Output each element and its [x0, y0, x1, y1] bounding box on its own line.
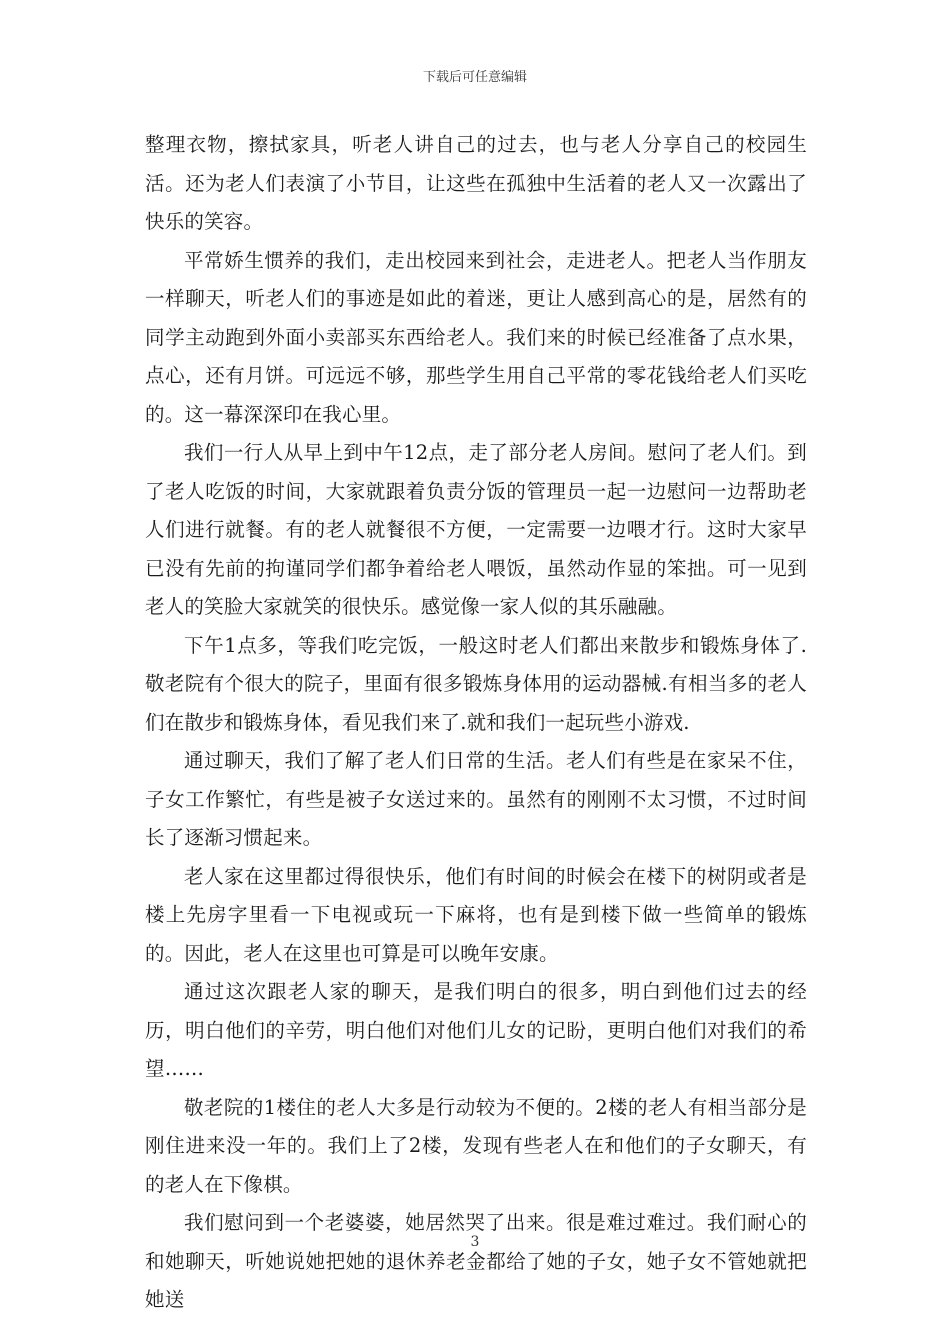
paragraph: 通过这次跟老人家的聊天，是我们明白的很多，明白到他们过去的经历，明白他们的辛劳，明白他们对他们儿女的记盼，更明白他们对我们的希望…… [145, 980, 807, 1080]
paragraph: 平常娇生惯养的我们，走出校园来到社会，走进老人。把老人当作朋友一样聊天，听老人们的事迹是如此的着迷，更让人感到高心的是，居然有的同学主动跑到外面小卖部买东西给老人。我们来的时候已经准备了点水果，点心，还有月饼。可远远不够，那些学生用自己平常的零花钱给老人们买吃的。这一幕深深印在我心里。 [145, 248, 807, 426]
paragraph: 通过聊天，我们了解了老人们日常的生活。老人们有些是在家呆不住，子女工作繁忙，有些是被子女送过来的。虽然有的刚刚不太习惯，不过时间长了逐渐习惯起来。 [145, 749, 807, 849]
paragraph: 下午1点多，等我们吃完饭，一般这时老人们都出来散步和锻炼身体了.敬老院有个很大的院子，里面有很多锻炼身体用的运动器械.有相当多的老人们在散步和锻炼身体，看见我们来了.就和我们一起玩些小游戏. [145, 633, 807, 734]
paragraph: 整理衣物，擦拭家具，听老人讲自己的过去，也与老人分享自己的校园生活。还为老人们表演了小节目，让这些在孤独中生活着的老人又一次露出了快乐的笑容。 [145, 133, 807, 233]
page-number: 3 [470, 1234, 480, 1250]
paragraph: 敬老院的1楼住的老人大多是行动较为不便的。2楼的老人有相当部分是刚住进来没一年的。我们上了2楼，发现有些老人在和他们的子女聊天，有的老人在下像棋。 [145, 1095, 807, 1196]
document-body [145, 126, 807, 1320]
page-header: 下载后可任意编辑 [422, 70, 527, 85]
paragraph: 我们一行人从早上到中午12点，走了部分老人房间。慰问了老人们。到了老人吃饭的时间，大家就跟着负责分饭的管理员一起一边慰问一边帮助老人们进行就餐。有的老人就餐很不方便，一定需要一边喂才行。这时大家早已没有先前的拘谨同学们都争着给老人喂饭，虽然动作显的笨拙。可一见到老人的笑脸大家就笑的很快乐。感觉像一家人似的其乐融融。 [145, 441, 807, 618]
paragraph: 我们慰问到一个老婆婆，她居然哭了出来。很是难过难过。我们耐心的和她聊天，听她说她把她的退休养老金都给了她的子女，她子女不管她就把她送 [145, 1211, 807, 1311]
paragraph: 老人家在这里都过得很快乐，他们有时间的时候会在楼下的树阴或者是楼上先房字里看一下电视或玩一下麻将，也有是到楼下做一些简单的锻炼的。因此，老人在这里也可算是可以晚年安康。 [145, 864, 807, 965]
